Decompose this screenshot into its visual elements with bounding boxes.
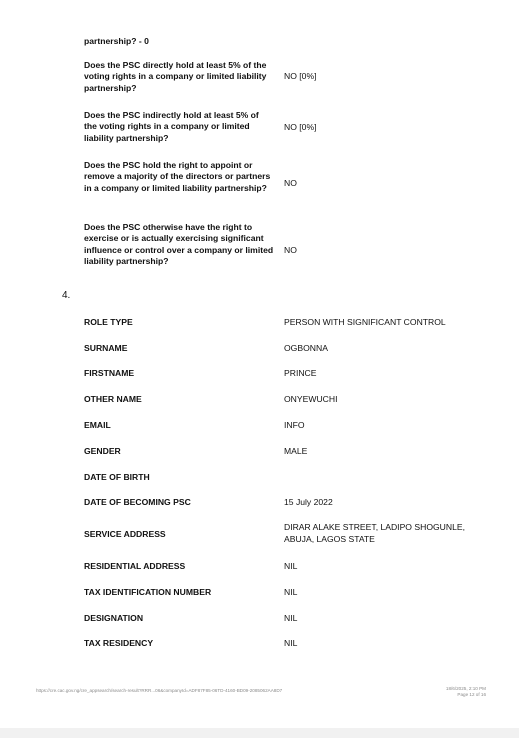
label-tax-identification-number: TAX IDENTIFICATION NUMBER — [84, 587, 212, 597]
value-role-type: PERSON WITH SIGNIFICANT CONTROL — [284, 317, 446, 327]
value-other-name: ONYEWUCHI — [284, 394, 338, 404]
label-residential-address: RESIDENTIAL ADDRESS — [84, 561, 186, 571]
label-service-address: SERVICE ADDRESS — [84, 529, 166, 539]
label-gender: GENDER — [84, 446, 121, 456]
footer-page-number: Page 12 of 16 — [457, 692, 486, 697]
value-surname: OGBONNA — [284, 343, 328, 353]
lead-text: partnership? - 0 — [84, 36, 149, 46]
psc-answer-direct-voting: NO [0%] — [284, 71, 317, 81]
value-email: INFO — [284, 420, 305, 430]
value-service-address: DIRAR ALAKE STREET, LADIPO SHOGUNLE, ABUJA, LAGOS STATE — [284, 522, 465, 544]
label-surname: SURNAME — [84, 343, 128, 353]
label-other-name: OTHER NAME — [84, 394, 142, 404]
psc-question-appoint-directors: Does the PSC hold the right to appoint or remove a majority of the directors or partners in a company or limited liability partnership? — [84, 160, 271, 193]
footer-url: https://cre.cac.gov.ng/cre_appsearch/search-result?RRR...06&companyId=ADF87F85-06TD-4160-BD09-2085062AA8D7 — [36, 688, 283, 693]
value-firstname: PRINCE — [284, 368, 317, 378]
value-designation: NIL — [284, 613, 298, 623]
psc-question-significant-influence: Does the PSC otherwise have the right to exercise or is actually exercising significant influence or control over a company or limited liability partnership? — [84, 222, 274, 267]
label-email: EMAIL — [84, 420, 111, 430]
footer-datetime: 18/6/2025, 2:10 PM — [445, 686, 486, 691]
psc-answer-appoint-directors: NO — [284, 178, 297, 188]
psc-question-direct-voting: Does the PSC directly hold at least 5% of the voting rights in a company or limited liability partnership? — [84, 60, 267, 93]
label-date-of-birth: DATE OF BIRTH — [84, 472, 150, 482]
label-role-type: ROLE TYPE — [84, 317, 133, 327]
footer-meta — [416, 686, 486, 698]
label-date-of-becoming-psc: DATE OF BECOMING PSC — [84, 497, 191, 507]
label-tax-residency: TAX RESIDENCY — [84, 638, 154, 648]
value-date-of-becoming-psc: 15 July 2022 — [284, 497, 333, 507]
value-tax-residency: NIL — [284, 638, 298, 648]
label-firstname: FIRSTNAME — [84, 368, 135, 378]
value-tax-identification-number: NIL — [284, 587, 298, 597]
label-designation: DESIGNATION — [84, 613, 144, 623]
section-number: 4. — [62, 290, 71, 301]
psc-answer-significant-influence: NO — [284, 245, 297, 255]
page-bottom-edge — [0, 728, 519, 738]
value-residential-address: NIL — [284, 561, 298, 571]
value-gender: MALE — [284, 446, 308, 456]
psc-question-indirect-voting: Does the PSC indirectly hold at least 5% of the voting rights in a company or limited liability partnership? — [84, 110, 259, 143]
psc-answer-indirect-voting: NO [0%] — [284, 122, 317, 132]
